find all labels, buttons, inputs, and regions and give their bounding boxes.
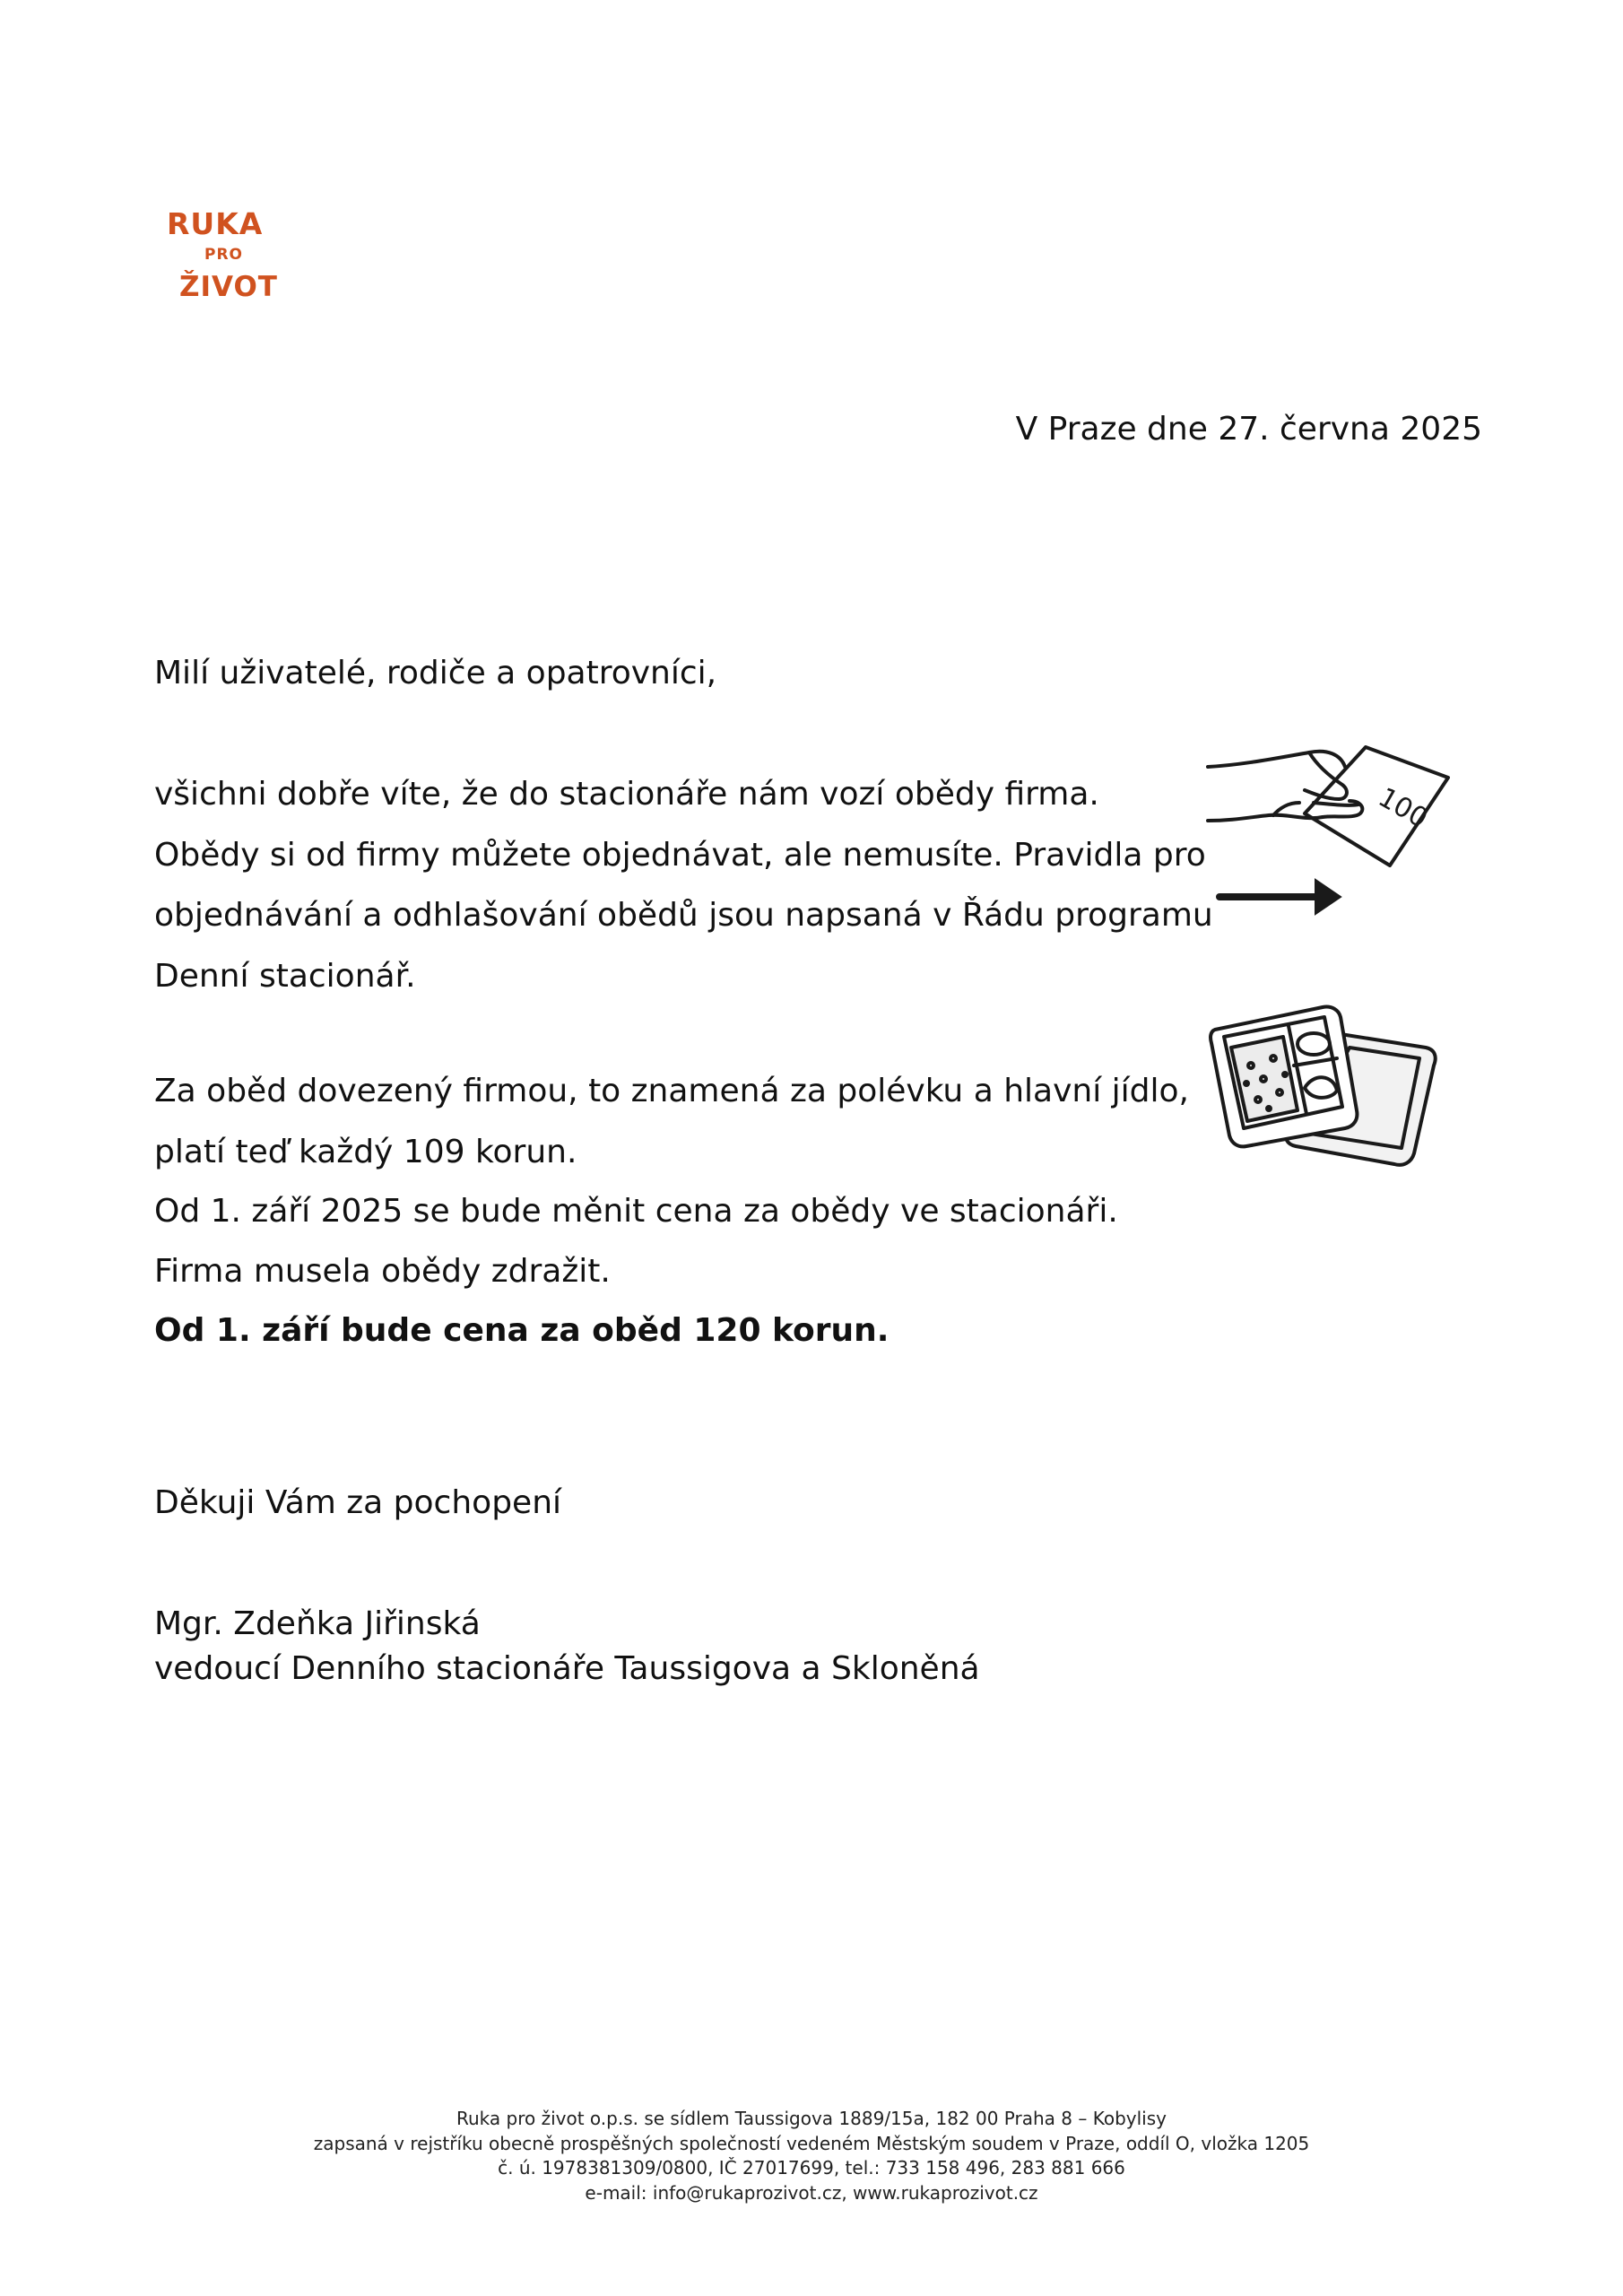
logo-line-zivot: ŽIVOT bbox=[179, 271, 278, 303]
paragraph2-line: Firma musela obědy zdražit. bbox=[154, 1253, 611, 1290]
signature-role: vedoucí Denního stacionáře Taussigova a Skloněná bbox=[154, 1650, 980, 1687]
letter-date: V Praze dne 27. června 2025 bbox=[1015, 411, 1482, 448]
paragraph1-line: Denní stacionář. bbox=[154, 958, 416, 995]
footer-line: zapsaná v rejstříku obecně prospěšných společností vedeném Městským soudem v Praze, oddíl O, vložka 1205 bbox=[313, 2133, 1310, 2154]
lunchbox-illustration bbox=[1206, 994, 1439, 1200]
paragraph1-line: všichni dobře víte, že do stacionáře nám vozí obědy firma. bbox=[154, 776, 1099, 813]
footer-line: e-mail: info@rukaprozivot.cz, www.rukaprozivot.cz bbox=[585, 2182, 1038, 2204]
footer-line: č. ú. 1978381309/0800, IČ 27017699, tel.: 733 158 496, 283 881 666 bbox=[498, 2157, 1125, 2179]
payment-hand-illustration bbox=[1206, 731, 1457, 928]
paragraph1-line: objednávání a odhlašování obědů jsou napsaná v Řádu programu bbox=[154, 897, 1213, 934]
footer-line: Ruka pro život o.p.s. se sídlem Taussigova 1889/15a, 182 00 Praha 8 – Kobylisy bbox=[456, 2108, 1167, 2129]
price-notice: Od 1. září bude cena za oběd 120 korun. bbox=[154, 1312, 890, 1349]
greeting: Milí uživatelé, rodiče a opatrovníci, bbox=[154, 655, 717, 691]
organization-logo bbox=[167, 206, 283, 314]
logo-line-ruka: RUKA bbox=[167, 206, 264, 241]
paragraph1-line: Obědy si od firmy můžete objednávat, ale nemusíte. Pravidla pro bbox=[154, 837, 1206, 874]
signature-name: Mgr. Zdeňka Jiřinská bbox=[154, 1605, 481, 1642]
paragraph2-line: platí teď každý 109 korun. bbox=[154, 1134, 577, 1170]
logo-line-pro: PRO bbox=[204, 246, 244, 264]
paragraph2-line: Od 1. září 2025 se bude měnit cena za obědy ve stacionáři. bbox=[154, 1193, 1118, 1230]
thanks-line: Děkuji Vám za pochopení bbox=[154, 1484, 562, 1521]
paragraph2-line: Za oběd dovezený firmou, to znamená za polévku a hlavní jídlo, bbox=[154, 1073, 1189, 1109]
banknote-label: 100 bbox=[1373, 781, 1434, 835]
